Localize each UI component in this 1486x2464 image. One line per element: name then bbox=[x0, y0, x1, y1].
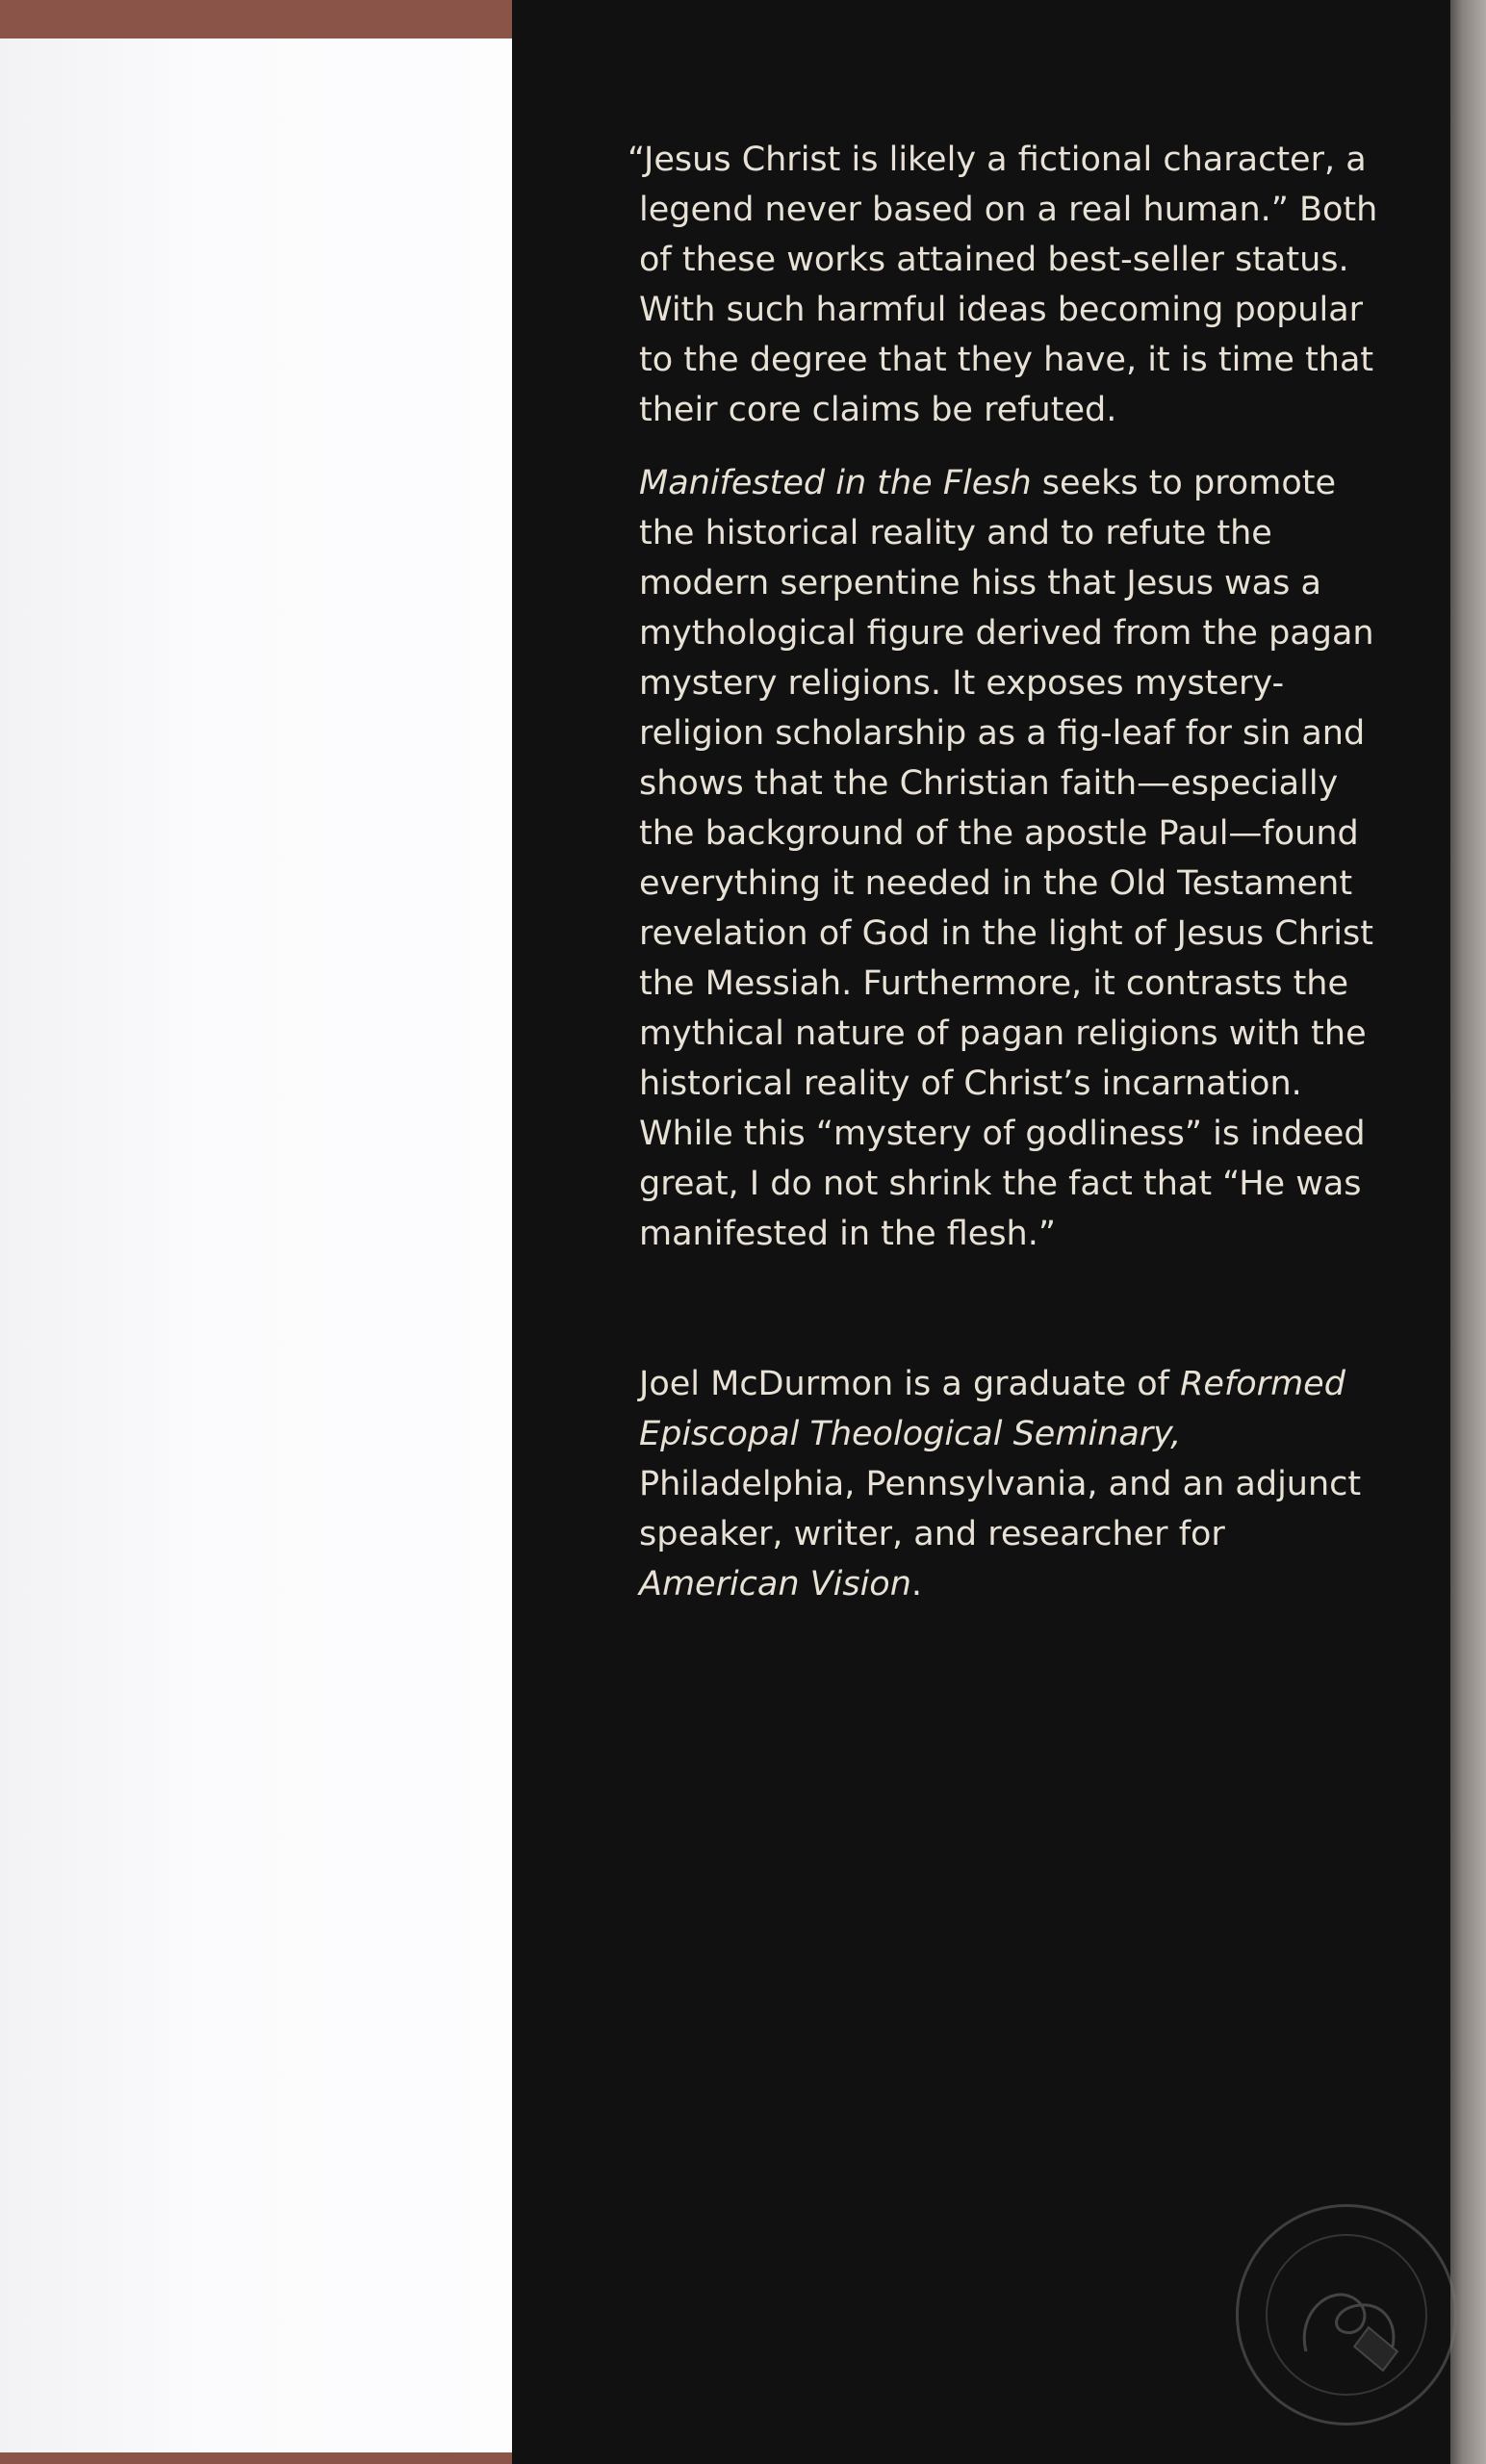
book-title: Manifested in the Flesh bbox=[639, 464, 1032, 502]
flap-text-block bbox=[628, 135, 1378, 1632]
bio-text-1: Joel McDurmon is a graduate of bbox=[639, 1365, 1181, 1403]
author-bio bbox=[628, 1359, 1378, 1609]
back-flap-panel bbox=[512, 0, 1450, 2464]
bio-organization: American Vision bbox=[639, 1565, 911, 1604]
bottom-edge-strip bbox=[0, 2452, 525, 2464]
paragraph-quote: “Jesus Christ is likely a fictional character, a legend never based on a real human.” Both of these works attained best-seller status. With such harmful ideas becoming popular to the degree that they have, it is time that their core claims be refuted. bbox=[628, 141, 1378, 429]
stamp-logo-icon bbox=[1239, 2207, 1460, 2428]
store-stamp bbox=[1236, 2204, 1457, 2426]
bio-text-2: Philadelphia, Pennsylvania, and an adjunct speaker, writer, and researcher for bbox=[639, 1465, 1362, 1553]
top-edge-strip bbox=[0, 0, 512, 38]
paragraph-description bbox=[628, 458, 1378, 1259]
bio-text-end: . bbox=[910, 1565, 923, 1604]
white-inner-flap bbox=[0, 38, 520, 2452]
paragraph-description-text: seeks to promote the historical reality and to refute the modern serpentine hiss that Jesus was a mythological figure derived from the pagan mystery religions. It exposes mystery-religion scholarship as a fig-leaf for sin and shows that the Christian faith—especially the background of the apostle Paul—found everything it needed in the Old Testament revelation of God in the light of Jesus Christ the Messiah. Furthermore, it contrasts the mythical nature of pagan religions with the historical reality of Christ’s incarnation. While this “mystery of godliness” is indeed great, I do not shrink the fact that “He was manifested in the flesh.” bbox=[639, 464, 1374, 1253]
bio-seminary: Reformed Episcopal Theological Seminary, bbox=[639, 1365, 1345, 1453]
